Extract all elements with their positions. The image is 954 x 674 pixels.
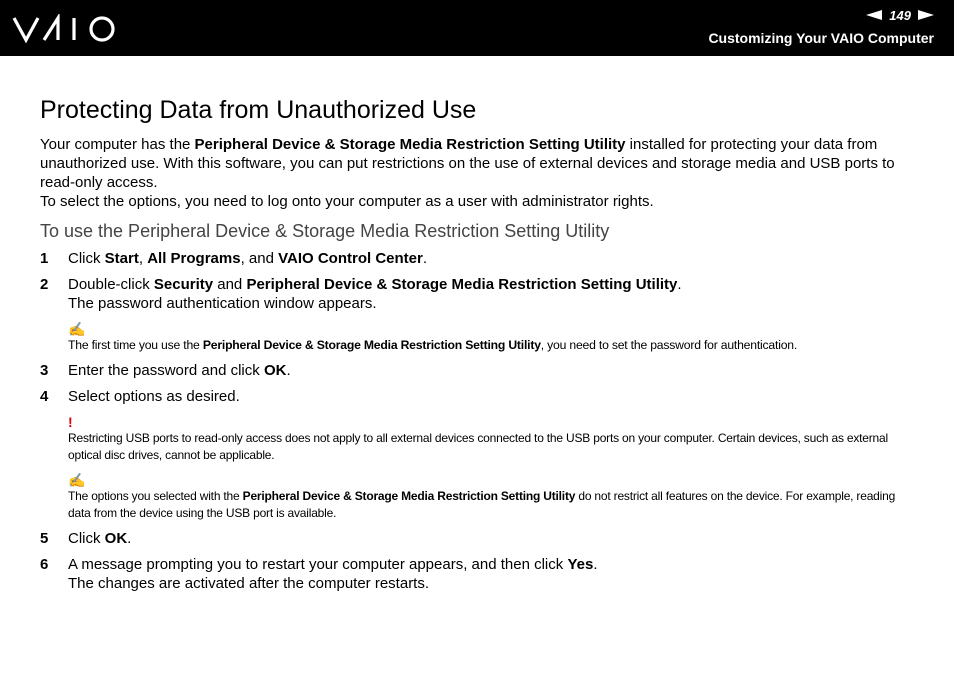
- procedure-heading: To use the Peripheral Device & Storage Media Restriction Setting Utility: [40, 221, 610, 241]
- admin-paragraph: To select the options, you need to log onto your computer as a user with administrator rights.: [40, 193, 654, 210]
- section-title: Customizing Your VAIO Computer: [708, 30, 934, 46]
- note-pencil-icon: ✍: [68, 472, 86, 488]
- step-2: 2 Double-click Security and Peripheral Device & Storage Media Restriction Setting Utility. The password authentication window appears.: [40, 276, 682, 312]
- next-page-arrow-icon[interactable]: [918, 10, 934, 20]
- step-6: 6 A message prompting you to restart your computer appears, and then click Yes. The changes are activated after the computer restarts.: [40, 556, 598, 592]
- page-navigator: [866, 6, 934, 24]
- step-5: 5 Click OK.: [40, 530, 132, 547]
- vaio-logo: [12, 14, 122, 44]
- step-4: 4 Select options as desired.: [40, 388, 240, 405]
- page-number: 149: [889, 7, 911, 23]
- page-header: [0, 0, 954, 56]
- step-3: 3 Enter the password and click OK.: [40, 362, 291, 379]
- main-content: [40, 94, 920, 593]
- step-1: 1 Click Start, All Programs, and VAIO Control Center.: [40, 250, 428, 267]
- intro-paragraph: Your computer has the Peripheral Device & Storage Media Restriction Setting Utility installed for protecting your data from unauthorized use. With this software, you can put restrictions on the use of external devices and storage media and USB ports to read-only access.: [40, 136, 895, 191]
- warning-exclamation-icon: !: [68, 414, 73, 430]
- page-title: Protecting Data from Unauthorized Use: [40, 96, 477, 124]
- note-password: ✍ The first time you use the Peripheral Device & Storage Media Restriction Setting Utility, you need to set the password for authentication.: [40, 321, 920, 354]
- warning-usb: ! Restricting USB ports to read-only access does not apply to all external devices connected to the USB ports on your computer. Certain devices, such as external optical disc drives, cannot be applicable.: [40, 414, 920, 464]
- previous-page-arrow-icon[interactable]: [866, 10, 882, 20]
- note-pencil-icon: ✍: [68, 321, 86, 337]
- note-restrictions: ✍ The options you selected with the Peripheral Device & Storage Media Restriction Setting Utility do not restrict all features on the device. For example, reading data from the device using the USB port is available.: [40, 472, 920, 522]
